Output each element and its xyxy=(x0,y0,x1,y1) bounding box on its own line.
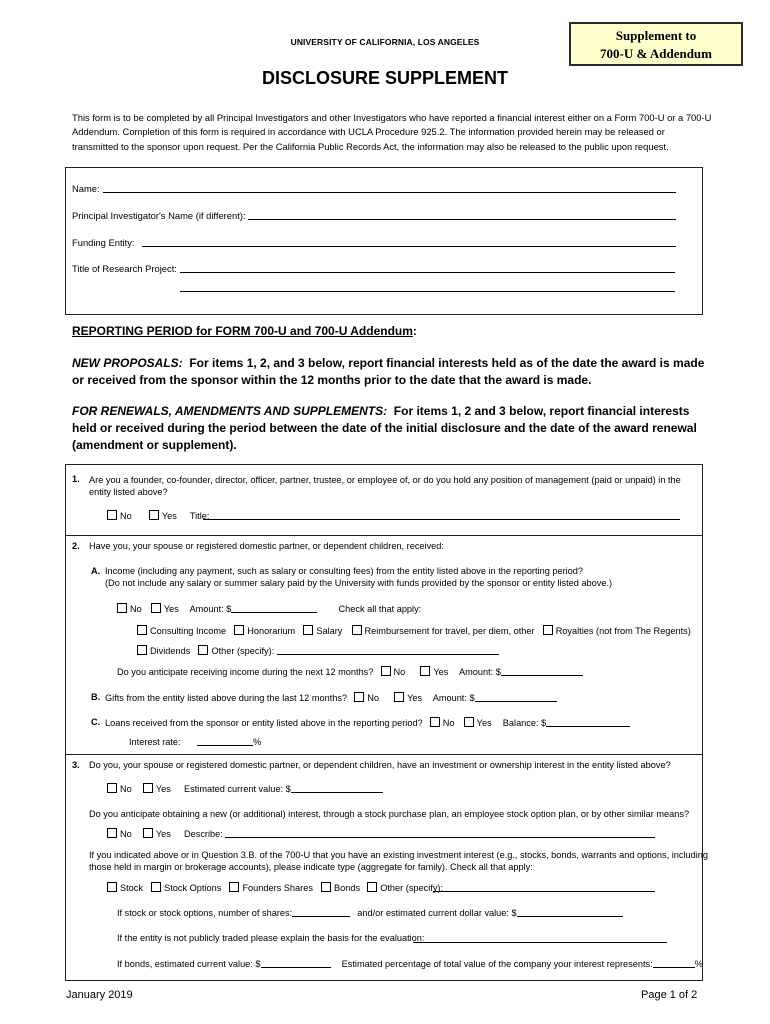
q1-yes-checkbox[interactable] xyxy=(149,510,159,520)
new-proposals-body: For items 1, 2, and 3 below, report financial interests held as of the date the award is made or received from the sponsor within the 12 months prior to the date that the award is made. xyxy=(72,356,705,387)
founders-shares-label: Founders Shares xyxy=(242,883,313,893)
not-public-field[interactable] xyxy=(413,942,667,943)
q2-text: Have you, your spouse or registered domestic partner, or dependent children, received: xyxy=(89,541,444,551)
q2a-no-checkbox[interactable] xyxy=(117,603,127,613)
percentage-label: Estimated percentage of total value of the company your interest represents: xyxy=(341,959,653,969)
percentage-symbol: % xyxy=(694,959,703,969)
shares-field[interactable] xyxy=(292,907,350,917)
q2-number: 2. xyxy=(72,541,80,551)
q1-answer-row xyxy=(107,510,209,521)
honorarium-label: Honorarium xyxy=(247,626,296,636)
divider-q2-q3 xyxy=(66,754,702,755)
anticipate-no-label: No xyxy=(393,667,406,677)
q2c-yes-checkbox[interactable] xyxy=(464,717,474,727)
stock-options-checkbox[interactable] xyxy=(151,882,161,892)
other-investment-label: Other (specify): xyxy=(380,883,444,893)
consulting-income-checkbox[interactable] xyxy=(137,625,147,635)
q2c-text: Loans received from the sponsor or entity listed above in the reporting period? xyxy=(105,718,423,728)
q2a-yes-label: Yes xyxy=(163,604,179,614)
q1-number: 1. xyxy=(72,474,80,484)
q2a-text-2: (Do not include any salary or summer salary paid by the University with funds provided by the sponsor or entity listed above.) xyxy=(105,578,613,588)
bonds-checkbox[interactable] xyxy=(321,882,331,892)
anticipate-no-checkbox[interactable] xyxy=(381,666,391,676)
q2a-no-label: No xyxy=(130,604,142,614)
research-title-label: Title of Research Project: xyxy=(72,263,177,274)
q2b-yes-label: Yes xyxy=(407,693,423,703)
q3-describe-field[interactable] xyxy=(225,837,655,838)
q3-anticipate-no-checkbox[interactable] xyxy=(107,828,117,838)
q3-estimated-field[interactable] xyxy=(291,783,383,793)
income-types-row-2 xyxy=(137,645,499,656)
dollar-value-label: and/or estimated current dollar value: $ xyxy=(357,908,517,918)
q2b-no-checkbox[interactable] xyxy=(354,692,364,702)
q2b-row xyxy=(105,692,557,703)
q3-yes-label: Yes xyxy=(155,784,171,794)
bonds-value-label: If bonds, estimated current value: $ xyxy=(117,959,261,969)
research-title-field-line2[interactable] xyxy=(180,291,675,292)
consulting-income-label: Consulting Income xyxy=(150,626,227,636)
q1-yes-label: Yes xyxy=(161,511,177,521)
other-income-checkbox[interactable] xyxy=(198,645,208,655)
q3-existing-text-1: If you indicated above or in Question 3.B. of the 700-U that you have an existing investment interest (e.g., stocks, bonds, warrants and options, including xyxy=(89,850,708,860)
q3-answer-row xyxy=(107,783,383,794)
anticipate-amount-label: Amount: $ xyxy=(459,667,501,677)
funding-entity-label: Funding Entity: xyxy=(72,237,135,248)
q1-no-label: No xyxy=(120,511,132,521)
supplement-line-2: 700-U & Addendum xyxy=(600,46,712,61)
supplement-badge xyxy=(569,22,743,66)
q3-number: 3. xyxy=(72,760,80,770)
bonds-value-field[interactable] xyxy=(261,958,331,968)
q2b-yes-checkbox[interactable] xyxy=(394,692,404,702)
q3-no-checkbox[interactable] xyxy=(107,783,117,793)
interest-rate-row xyxy=(129,736,261,747)
dividends-label: Dividends xyxy=(150,646,191,656)
q2a-answer-row xyxy=(117,603,421,614)
footer-page-number: Page 1 of 2 xyxy=(641,989,698,1001)
q2b-letter: B. xyxy=(91,692,101,702)
q3-estimated-label: Estimated current value: $ xyxy=(184,784,291,794)
not-public-label: If the entity is not publicly traded please explain the basis for the evaluation: xyxy=(117,933,425,943)
dividends-checkbox[interactable] xyxy=(137,645,147,655)
q2c-yes-label: Yes xyxy=(476,718,492,728)
anticipate-yes-label: Yes xyxy=(433,667,449,677)
dollar-value-field[interactable] xyxy=(517,907,623,917)
stock-label: Stock xyxy=(120,883,143,893)
q3-anticipate-yes-checkbox[interactable] xyxy=(143,828,153,838)
percentage-field[interactable] xyxy=(653,958,695,968)
other-income-field[interactable] xyxy=(277,645,499,655)
name-label: Name: xyxy=(72,183,100,194)
anticipate-income-label: Do you anticipate receiving income during the next 12 months? xyxy=(117,667,374,677)
q2b-amount-label: Amount: $ xyxy=(432,693,475,703)
q2a-amount-field[interactable] xyxy=(231,603,317,613)
q3-no-label: No xyxy=(120,784,132,794)
honorarium-checkbox[interactable] xyxy=(234,625,244,635)
other-investment-checkbox[interactable] xyxy=(367,882,377,892)
university-name: UNIVERSITY OF CALIFORNIA, LOS ANGELES xyxy=(290,37,480,47)
q1-title-label: Title: xyxy=(189,511,210,521)
q2b-no-label: No xyxy=(367,693,379,703)
reimbursement-checkbox[interactable] xyxy=(352,625,362,635)
q3-anticipate-row xyxy=(107,828,223,839)
divider-q1-q2 xyxy=(66,535,702,536)
q3-existing-text-2: those held in margin or brokerage accounts), please indicate type (aggregate for family). Check all that apply: xyxy=(89,862,533,872)
renewals-text xyxy=(72,403,712,454)
anticipate-amount-field[interactable] xyxy=(501,666,583,676)
info-box xyxy=(65,167,703,315)
intro-paragraph: This form is to be completed by all Principal Investigators and other Investigators who have reported a financial interest either on a Form 700-U or a 700-U Addendum. Completion of this form is required in accordance with UCLA Procedure 925.2. The information provided herein may be released or transmitted to the sponsor upon request. Per the California Public Records Act, the information may also be released to the public upon request. xyxy=(72,112,712,152)
interest-rate-percent: % xyxy=(253,737,262,747)
renewals-body: For items 1, 2 and 3 below, report financial interests held or received during the period between the date of the initial disclosure and the date of the award renewal (amendment or supplement). xyxy=(72,404,697,452)
q2c-balance-field[interactable] xyxy=(546,717,630,727)
q3-yes-checkbox[interactable] xyxy=(143,783,153,793)
renewals-label: FOR RENEWALS, AMENDMENTS AND SUPPLEMENTS: xyxy=(72,404,388,418)
income-types-row xyxy=(137,625,691,636)
funding-entity-field[interactable] xyxy=(142,246,676,247)
q2a-letter: A. xyxy=(91,566,101,576)
q1-title-field[interactable] xyxy=(203,519,680,520)
q2c-letter: C. xyxy=(91,717,101,727)
reporting-period-heading-colon: : xyxy=(412,324,417,338)
reporting-period-heading-text: REPORTING PERIOD for FORM 700-U and 700-U Addendum xyxy=(72,324,413,338)
q3-text: Do you, your spouse or registered domestic partner, or dependent children, have an investment or ownership interest in the entity listed above? xyxy=(89,760,671,770)
other-investment-field[interactable] xyxy=(433,891,655,892)
bonds-value-row xyxy=(117,958,703,969)
royalties-checkbox[interactable] xyxy=(543,625,553,635)
q2c-balance-label: Balance: $ xyxy=(502,718,547,728)
anticipate-income-row xyxy=(117,666,583,677)
royalties-label: Royalties (not from The Regents) xyxy=(555,626,691,636)
q1-no-checkbox[interactable] xyxy=(107,510,117,520)
q2a-amount-label: Amount: $ xyxy=(189,604,232,614)
reimbursement-label: Reimbursement for travel, per diem, other xyxy=(364,626,535,636)
q2c-row xyxy=(105,717,630,728)
not-public-row xyxy=(117,933,424,943)
investment-types-row xyxy=(107,882,443,893)
salary-checkbox[interactable] xyxy=(303,625,313,635)
page-title: DISCLOSURE SUPPLEMENT xyxy=(261,68,509,88)
name-field[interactable] xyxy=(103,192,676,193)
other-income-label: Other (specify): xyxy=(211,646,275,656)
stock-checkbox[interactable] xyxy=(107,882,117,892)
q2a-text-1: Income (including any payment, such as salary or consulting fees) from the entity listed above in the reporting period? xyxy=(105,566,584,576)
shares-label: If stock or stock options, number of shares: xyxy=(117,908,293,918)
q2a-yes-checkbox[interactable] xyxy=(151,603,161,613)
q3-anticipate-no-label: No xyxy=(120,829,132,839)
q3-anticipate-yes-label: Yes xyxy=(155,829,171,839)
interest-rate-label: Interest rate: xyxy=(129,737,181,747)
check-all-label: Check all that apply: xyxy=(338,604,422,614)
salary-label: Salary xyxy=(316,626,343,636)
shares-row xyxy=(117,907,623,918)
reporting-period-heading xyxy=(72,324,417,338)
pi-name-field[interactable] xyxy=(248,219,676,220)
pi-name-label: Principal Investigator's Name (if different): xyxy=(72,210,246,221)
q2b-text: Gifts from the entity listed above during the last 12 months? xyxy=(105,693,348,703)
anticipate-yes-checkbox[interactable] xyxy=(420,666,430,676)
new-proposals-text xyxy=(72,355,712,389)
stock-options-label: Stock Options xyxy=(164,883,222,893)
footer-date: January 2019 xyxy=(66,989,133,1001)
research-title-field[interactable] xyxy=(180,272,675,273)
new-proposals-label: NEW PROPOSALS: xyxy=(72,356,183,370)
q3-describe-label: Describe: xyxy=(184,829,223,839)
q1-text: Are you a founder, co-founder, director, officer, partner, trustee, or employee of, or do you hold any position of management (paid or unpaid) in the entity listed above? xyxy=(89,475,681,497)
q2b-amount-field[interactable] xyxy=(475,692,557,702)
bonds-label: Bonds xyxy=(334,883,361,893)
q2c-no-label: No xyxy=(442,718,455,728)
q3-anticipate-text: Do you anticipate obtaining a new (or additional) interest, through a stock purchase plan, an employee stock option plan, or by other similar means? xyxy=(89,809,690,819)
founders-shares-checkbox[interactable] xyxy=(229,882,239,892)
supplement-line-1: Supplement to xyxy=(615,28,697,43)
interest-rate-field[interactable] xyxy=(197,736,253,746)
q2c-no-checkbox[interactable] xyxy=(430,717,440,727)
